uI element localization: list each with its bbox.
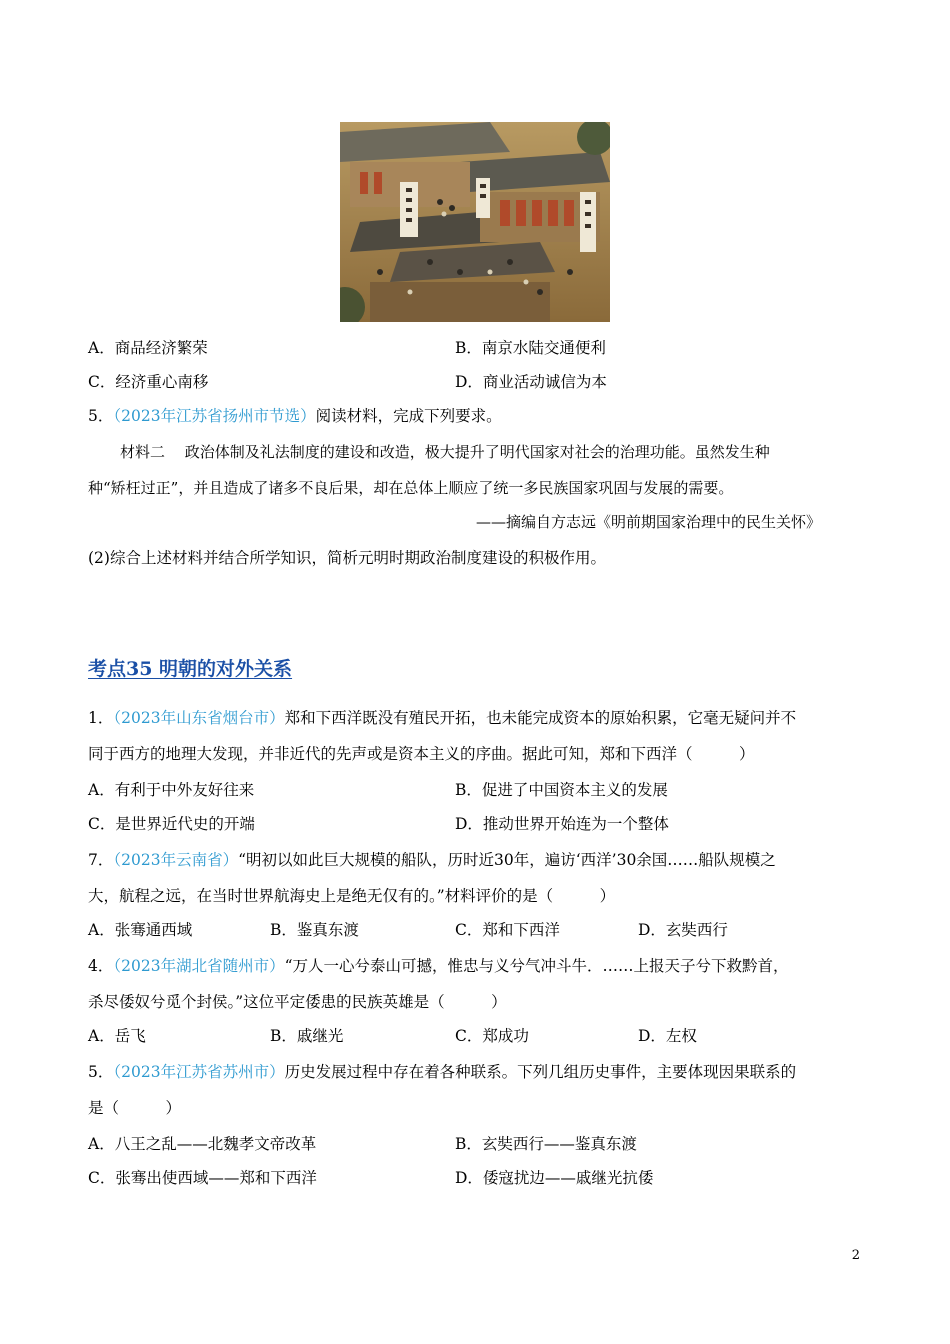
section-heading: 考点35 明朝的对外关系 (88, 658, 293, 680)
q4-option-b: B．戚继光 (270, 1027, 344, 1045)
question-number: 7． (88, 851, 114, 869)
question-5b-line-1 (88, 1062, 796, 1082)
question-1-line-1 (88, 708, 796, 728)
question-text: 郑和下西洋既没有殖民开拓，也未能完成资本的原始积累，它毫无疑问并不 (284, 709, 797, 727)
question-number: 4． (88, 957, 114, 975)
q7-option-a: A．张骞通西域 (88, 921, 193, 939)
option-d: D．商业活动诚信为本 (455, 373, 607, 391)
material-line-1: 材料二 政治体制及礼法制度的建设和改造，极大提升了明代国家对社会的治理功能。虽然发生种 (120, 443, 770, 461)
question-source: （2023年湖北省随州市） (113, 957, 285, 975)
q7-option-b: B．鉴真东渡 (270, 921, 359, 939)
question-text: 阅读材料，完成下列要求。 (315, 407, 502, 425)
question-number: 1． (88, 709, 114, 727)
question-5a-stem (88, 406, 502, 426)
q5b-option-d: D．倭寇扰边——戚继光抗倭 (455, 1169, 654, 1187)
question-number: 5． (88, 1063, 114, 1081)
option-a: A．商品经济繁荣 (88, 339, 208, 357)
material-citation: ——摘编自方志远《明前期国家治理中的民生关怀》 (476, 513, 822, 531)
q1-option-a: A．有利于中外友好往来 (88, 781, 255, 799)
question-number: 5． (88, 407, 114, 425)
page-number: 2 (851, 1248, 860, 1263)
question-7-line-2: 大，航程之远，在当时世界航海史上是绝无仅有的。”材料评价的是（ ） (88, 887, 616, 905)
question-source: （2023年山东省烟台市） (113, 709, 285, 727)
q4-option-d: D．左权 (638, 1027, 697, 1045)
q5b-option-a: A．八王之乱——北魏孝文帝改革 (88, 1135, 317, 1153)
question-source: （2023年云南省） (113, 851, 239, 869)
question-5b-line-2: 是（ ） (88, 1099, 182, 1117)
q5b-option-b: B．玄奘西行——鉴真东渡 (455, 1135, 637, 1153)
q4-option-a: A．岳飞 (88, 1027, 146, 1045)
question-text: 历史发展过程中存在着各种联系。下列几组历史事件，主要体现因果联系的 (284, 1063, 797, 1081)
ancient-market-painting (340, 122, 610, 322)
q7-option-d: D．玄奘西行 (638, 921, 728, 939)
question-text: “明初以如此巨大规模的船队，历时近30年，遍访‘西洋’30余国……船队规模之 (238, 851, 776, 869)
material-line-2: 种“矫枉过正”，并且造成了诸多不良后果，却在总体上顺应了统一多民族国家巩固与发展的需要。 (88, 479, 734, 497)
q1-option-b: B．促进了中国资本主义的发展 (455, 781, 668, 799)
question-source: （2023年江苏省扬州市节选） (113, 407, 316, 425)
option-b: B．南京水陆交通便利 (455, 339, 606, 357)
question-4-line-1 (88, 956, 789, 976)
question-4-line-2: 杀尽倭奴兮觅个封侯。”这位平定倭患的民族英雄是（ ） (88, 993, 507, 1011)
question-source: （2023年江苏省苏州市） (113, 1063, 285, 1081)
q4-option-c: C．郑成功 (455, 1027, 529, 1045)
question-text: “万人一心兮泰山可撼，惟忠与义兮气冲斗牛．……上报天子兮下救黔首， (284, 957, 789, 975)
q1-option-d: D．推动世界开始连为一个整体 (455, 815, 669, 833)
q1-option-c: C．是世界近代史的开端 (88, 815, 255, 833)
q5b-option-c: C．张骞出使西域——郑和下西洋 (88, 1169, 317, 1187)
q7-option-c: C．郑和下西洋 (455, 921, 560, 939)
question-1-line-2: 同于西方的地理大发现，并非近代的先声或是资本主义的序曲。据此可知，郑和下西洋（ ） (88, 745, 755, 763)
sub-question: (2)综合上述材料并结合所学知识，简析元明时期政治制度建设的积极作用。 (88, 549, 606, 567)
option-c: C．经济重心南移 (88, 373, 209, 391)
question-7-line-1 (88, 850, 776, 870)
